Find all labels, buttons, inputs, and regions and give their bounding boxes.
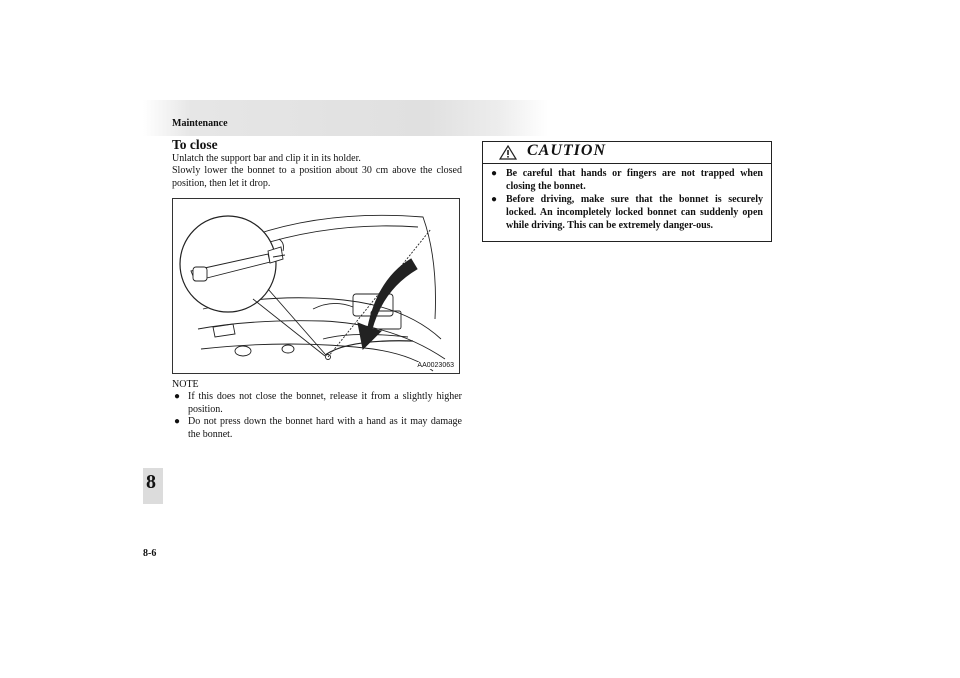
note-label: NOTE bbox=[172, 379, 199, 390]
bullet-icon: ● bbox=[491, 168, 498, 179]
bonnet-illustration bbox=[172, 198, 460, 374]
section-title: Maintenance bbox=[172, 118, 228, 129]
note-text: If this does not close the bonnet, release it from a slightly higher position. bbox=[188, 391, 462, 415]
bullet-icon: ● bbox=[491, 194, 498, 205]
instruction-paragraph-1: Unlatch the support bar and clip it in its holder. bbox=[172, 153, 361, 164]
note-item bbox=[172, 416, 462, 441]
caution-text: Be careful that hands or fingers are not trapped when closing the bonnet. bbox=[506, 168, 763, 192]
note-text: Do not press down the bonnet hard with a hand as it may damage the bonnet. bbox=[188, 416, 462, 440]
caution-box bbox=[482, 141, 772, 242]
page-heading: To close bbox=[172, 137, 218, 152]
instruction-paragraph-2: Slowly lower the bonnet to a position about 30 cm above the closed position, then let it drop. bbox=[172, 165, 462, 189]
caution-title: CAUTION bbox=[527, 142, 607, 159]
warning-triangle-icon bbox=[499, 145, 517, 160]
figure-code: AA0023063 bbox=[417, 362, 454, 369]
chapter-number: 8 bbox=[146, 471, 156, 493]
bullet-icon: ● bbox=[174, 391, 181, 402]
caution-item bbox=[491, 167, 763, 193]
caution-item bbox=[491, 193, 763, 232]
caution-list bbox=[483, 164, 771, 232]
note-item bbox=[172, 391, 462, 416]
caution-header bbox=[483, 142, 771, 164]
note-list bbox=[172, 391, 462, 441]
caution-text: Before driving, make sure that the bonnet is securely locked. An incompletely locked bonnet can suddenly open while driving. This can be extremely danger-ous. bbox=[506, 194, 763, 231]
engine-bay-drawing bbox=[173, 199, 459, 373]
chapter-tab bbox=[143, 468, 163, 504]
bullet-icon: ● bbox=[174, 416, 181, 427]
page-number: 8-6 bbox=[143, 548, 157, 559]
